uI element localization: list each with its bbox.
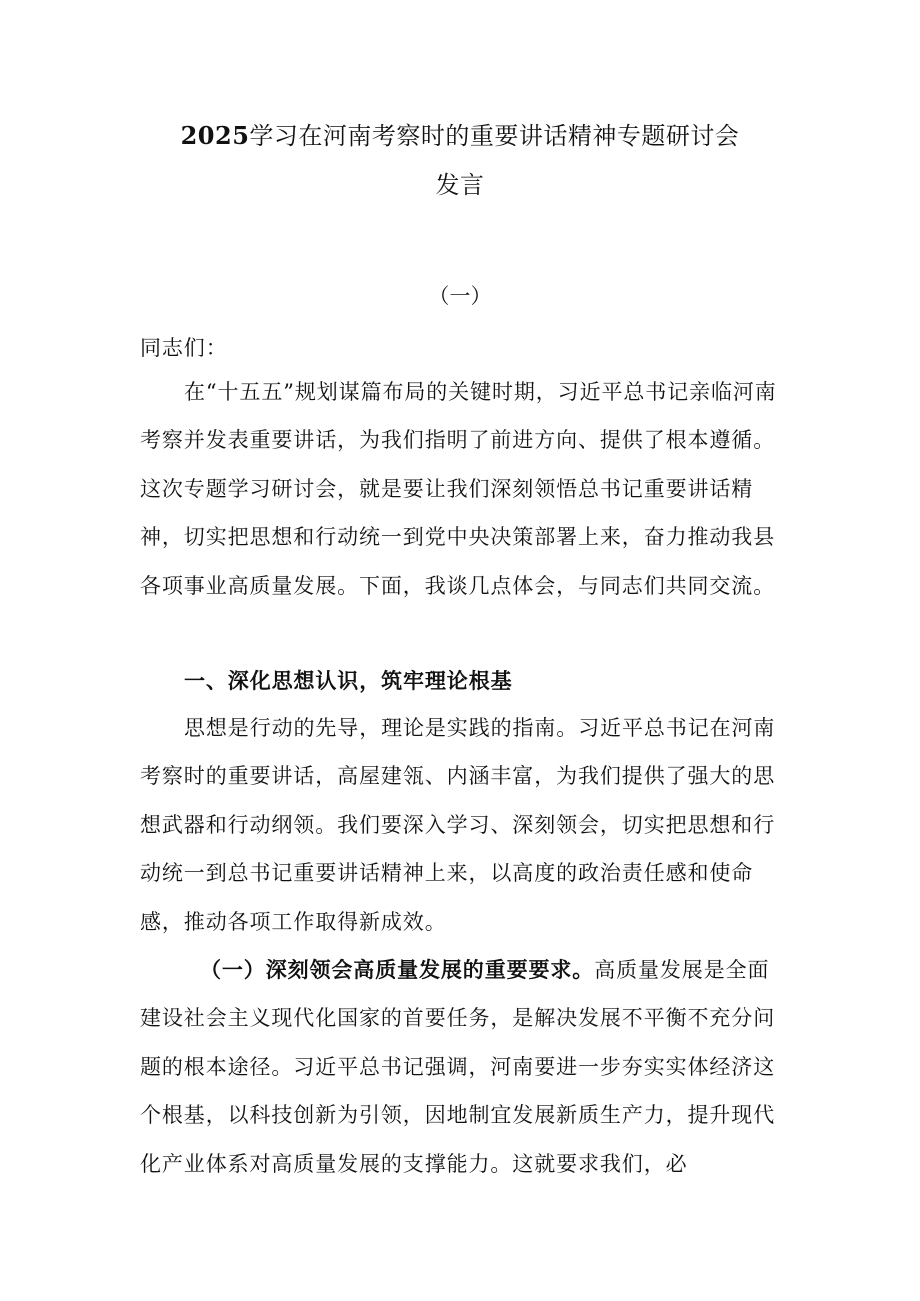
paragraph-high-quality-text: 高质量发展是全面建设社会主义现代化国家的首要任务，是解决发展不平衡不充分问题的根本途径。习近平总书记强调，河南要进一步夯实实体经济这个根基，以科技创新为引领，因地制宜发展新质生产力，提升现代化产业体系对高质量发展的支撑能力。这就要求我们，必 [140,958,776,1176]
paragraph-intro: 在“十五五”规划谋篇布局的关键时期，习近平总书记亲临河南考察并发表重要讲话，为我们指明了前进方向、提供了根本遵循。这次专题学习研讨会，就是要让我们深刻领悟总书记重要讲话精神，切实把思想和行动统一到党中央决策部署上来，奋力推动我县各项事业高质量发展。下面，我谈几点体会，与同志们共同交流。 [140,380,777,598]
paragraph-thought: 思想是行动的先导，理论是实践的指南。习近平总书记在河南考察时的重要讲话，高屋建瓴、内涵丰富，为我们提供了强大的思想武器和行动纲领。我们要深入学习、深刻领会，切实把思想和行动统一到总书记重要讲话精神上来，以高度的政治责任感和使命感，推动各项工作取得新成效。 [140,716,776,934]
paragraph-high-quality [140,946,784,1188]
section-number: （一） [428,284,492,308]
greeting: 同志们： [140,336,228,360]
subheading-1: （一）深刻领会高质量发展的重要要求。 [200,957,595,982]
title-text: 学习在河南考察时的重要讲话精神专题研讨会 [249,122,740,150]
section-heading-1: 一、深化思想认识，筑牢理论根基 [184,668,513,693]
title-year: 2025 [180,121,250,150]
document-title [140,121,780,151]
document-title-line2: 发言 [435,171,485,199]
